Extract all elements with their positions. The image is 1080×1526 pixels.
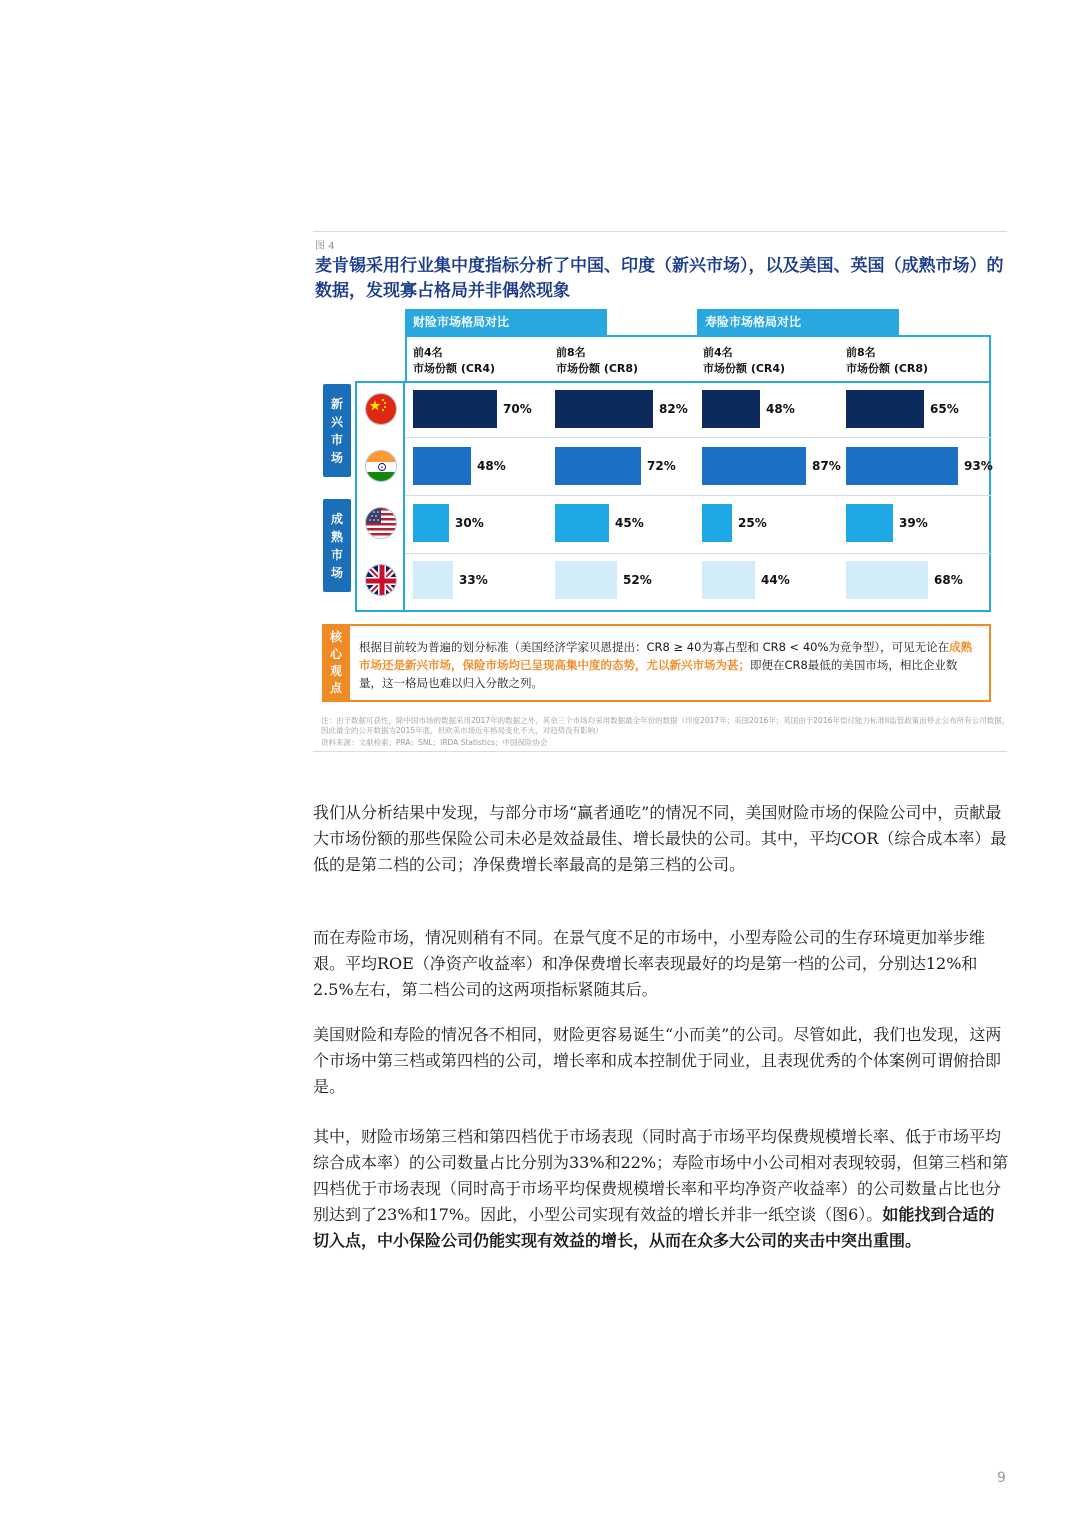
bar-value-label: 30% <box>455 516 484 530</box>
page-number: 9 <box>997 1470 1006 1486</box>
bar <box>702 447 806 485</box>
row-separator <box>405 437 991 438</box>
figure-label: 图 4 <box>315 241 335 252</box>
bar <box>413 390 497 428</box>
bar-value-label: 48% <box>477 459 506 473</box>
china-flag-icon <box>365 393 397 425</box>
col-header-pc-cr4: 前4名 市场份额 (CR4) <box>413 346 496 375</box>
core-viewpoint-tag: 核心观点 <box>322 624 350 702</box>
bar <box>555 561 617 599</box>
bar-value-label: 33% <box>459 573 488 587</box>
col-header-life-cr8: 前8名 市场份额 (CR8) <box>846 346 929 375</box>
life-market-header: 寿险市场格局对比 <box>697 309 899 335</box>
bar-value-label: 48% <box>766 402 795 416</box>
bar <box>702 390 760 428</box>
bar <box>555 447 641 485</box>
bar <box>702 561 755 599</box>
bar <box>702 504 732 542</box>
bar-value-label: 93% <box>964 459 993 473</box>
bar <box>555 504 609 542</box>
top-rule <box>313 231 1007 232</box>
figure-source: 资料来源：文献检索；PRA；SNL；IRDA Statistics；中国保险协会 <box>321 738 548 747</box>
bar <box>846 390 924 428</box>
bar-value-label: 44% <box>761 573 790 587</box>
bar-value-label: 45% <box>615 516 644 530</box>
paragraph-3: 美国财险和寿险的情况各不相同，财险更容易诞生“小而美”的公司。尽管如此，我们也发现，这两个市场中第三档或第四档的公司，增长率和成本控制优于同业，且表现优秀的个体案例可谓俯拾即是。 <box>313 1025 1002 1096</box>
bar <box>413 447 471 485</box>
india-flag-icon <box>365 450 397 482</box>
paragraph-4-bold: 如能找到合适的切入点，中小保险公司仍能实现有效益的增长，从而在众多大公司的夹击中突出重围。 <box>313 1205 995 1250</box>
group-mature-markets: 成熟市场 <box>323 499 351 592</box>
bottom-rule <box>313 751 1007 752</box>
usa-flag-icon <box>365 507 397 539</box>
bar <box>846 447 958 485</box>
bar-value-label: 72% <box>647 459 676 473</box>
pc-market-header: 财险市场格局对比 <box>405 309 607 335</box>
column-divider <box>403 381 405 612</box>
figure-note: 注：由于数据可获性，除中国市场的数据采用2017年的数据之外，其余三个市场均采用数据最全年份的数据（印度2017年；美国2016年；英国由于2016年偿付能力标准II监管政策而停止公布所有公司数据，因此最全的公开数据为2015年底，但欧美市场近年格局变化不大，对趋势没有影响） <box>321 716 1010 735</box>
bar-value-label: 25% <box>738 516 767 530</box>
uk-flag-icon <box>365 564 397 596</box>
paragraph-1: 我们从分析结果中发现，与部分市场“赢者通吃”的情况不同，美国财险市场的保险公司中，贡献最大市场份额的那些保险公司未必是效益最佳、增长最快的公司。其中，平均COR（综合成本率）最低的是第二档的公司；净保费增长率最高的是第三档的公司。 <box>313 803 1007 874</box>
col-header-life-cr4: 前4名 市场份额 (CR4) <box>703 346 786 375</box>
paragraph-4: 其中，财险市场第三档和第四档优于市场表现（同时高于市场平均保费规模增长率、低于市场平均综合成本率）的公司数量占比分别为33%和22%；寿险市场中小公司相对表现较弱，但第三档和第四档优于市场表现（同时高于市场平均保费规模增长率和平均净资产收益率）的公司数量占比也分别达到了23%和17%。因此，小型公司实现有效益的增长并非一纸空谈（图6）。如能找到合适的切入点，中小保险公司仍能实现有效益的增长，从而在众多大公司的夹击中突出重围。 <box>313 1127 1009 1250</box>
col-header-pc-cr8: 前8名 市场份额 (CR8) <box>556 346 639 375</box>
bar <box>846 504 893 542</box>
bar <box>413 561 453 599</box>
paragraph-2: 而在寿险市场，情况则稍有不同。在景气度不足的市场中，小型寿险公司的生存环境更加举步维艰。平均ROE（净资产收益率）和净保费增长率表现最好的均是第一档的公司，分别达12%和2.5%左右，第二档公司的这两项指标紧随其后。 <box>313 928 986 999</box>
bar <box>846 561 928 599</box>
row-separator <box>405 495 991 496</box>
bar-value-label: 70% <box>503 402 532 416</box>
bar-value-label: 65% <box>930 402 959 416</box>
bar <box>555 390 653 428</box>
core-viewpoint-text: 根据目前较为普遍的划分标准（美国经济学家贝恩提出：CR8 ≥ 40为寡占型和 CR8 < 40%为竞争型），可见无论在成熟市场还是新兴市场，保险市场均已呈现高集中度的态势，尤以新兴市场为甚；即便在CR8最低的美国市场，相比企业数量，这一格局也难以归入分散之列。 <box>359 640 973 690</box>
bar-value-label: 39% <box>899 516 928 530</box>
bar-value-label: 87% <box>812 459 841 473</box>
bar-value-label: 52% <box>623 573 652 587</box>
bar-value-label: 68% <box>934 573 963 587</box>
figure-title: 麦肯锡采用行业集中度指标分析了中国、印度（新兴市场），以及美国、英国（成熟市场）的数据，发现寡占格局并非偶然现象 <box>315 256 1004 301</box>
bar <box>413 504 449 542</box>
row-separator <box>405 553 991 554</box>
group-emerging-markets: 新兴市场 <box>323 384 351 477</box>
bar-value-label: 82% <box>659 402 688 416</box>
